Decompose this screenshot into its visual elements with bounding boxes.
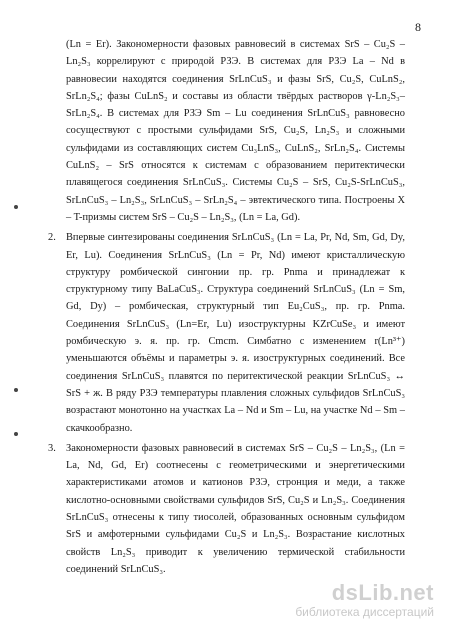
conclusions-list (48, 229, 405, 578)
list-item (48, 229, 405, 437)
list-item-text: Закономерности фазовых равновесий в системах SrS – Cu₂S – Ln₂S₃, (Ln = La, Nd, Gd, Er) соотнесены с геометрическими и энергетическими характеристиками атомов и катионов РЗЭ, стронция и меди, а также кислотно-основными свойствами сульфидов SrS, Cu₂S и Ln₂S₃. Соединения SrLnCuS₃ отнесены к типу тиосолей, образованных основным сульфидом SrS и амфотерными сульфидами Cu₂S и Ln₂S₃. Возрастание кислотных свойств Ln₂S₃ приводит к увеличению термической стабильности соединений SrLnCuS₃. (66, 442, 405, 575)
watermark (295, 582, 434, 619)
margin-mark (14, 432, 18, 436)
watermark-subtitle: библиотека диссертаций (295, 605, 434, 619)
page-number: 8 (415, 20, 421, 34)
watermark-logo: dsLib.net (331, 580, 434, 605)
document-body (48, 36, 405, 578)
margin-mark (14, 388, 18, 392)
list-item-text: Впервые синтезированы соединения SrLnCuS₃ (Ln = La, Pr, Nd, Sm, Gd, Dy, Er, Lu). Соединения SrLnCuS₃ (Ln = Pr, Nd) имеют кристаллическую структуру ромбической сингонии пр. гр. Pnma и принадлежат к структурному типу BaLaCuS₃. Структура соединений SrLnCuS₃ (Ln = Sm, Gd, Dy) – ромбическая, структурный тип Eu₂CuS₃, пр. гр. Pnma. Соединения SrLnCuS₃ (Ln=Er, Lu) изоструктурны KZrCuSe₃ и имеют ромбическую э. я. пр. гр. Cmcm. Симбатно с изменением r(Ln³⁺) уменьшаются объёмы и параметры э. я. изоструктурных соединений. Все соединения SrLnCuS₃ плавятся по перитектической реакции SrLnCuS₃ ↔ SrS + ж. В ряду РЗЭ температуры плавления сложных сульфидов SrLnCuS₃ возрастают монотонно на участках La – Nd и Sm – Lu, на участке Nd – Sm – скачкообразно. (66, 232, 405, 434)
margin-mark (14, 205, 18, 209)
list-item-number: 2. (48, 232, 56, 244)
intro-paragraph: (Ln = Er). Закономерности фазовых равновесий в системах SrS – Cu₂S – Ln₂S₃ коррелируют с природой РЗЭ. В системах для РЗЭ La – Nd в равновесии находятся соединения SrLnCuS₃ и фазы SrS, Cu₂S, CuLnS₂, SrLn₂S₄; фазы CuLnS₂ и составы из области твёрдых растворов γ-Ln₂S₃–SrLn₂S₄. В системах для РЗЭ Sm – Lu соединения SrLnCuS₃ равновесно сосуществуют с простыми сульфидами SrS, Cu₂S, Ln₂S₃ и сложными сульфидами из составляющих систем Cu₃LnS₃, CuLnS₂, SrLn₂S₄. Системы CuLnS₂ – SrS относятся к системам с образованием перитектически плавящегося соединения SrLnCuS₃. Системы Cu₂S – SrS, Cu₂S-SrLnCuS₃, SrLnCuS₃ – Ln₂S₃, SrLnCuS₃ – SrLn₂S₄ – эвтектического типа. Построены X – T-призмы систем SrS – Cu₂S – Ln₂S₃, (Ln = La, Gd). (66, 39, 405, 223)
list-item-number: 3. (48, 442, 56, 454)
list-item (48, 440, 405, 578)
